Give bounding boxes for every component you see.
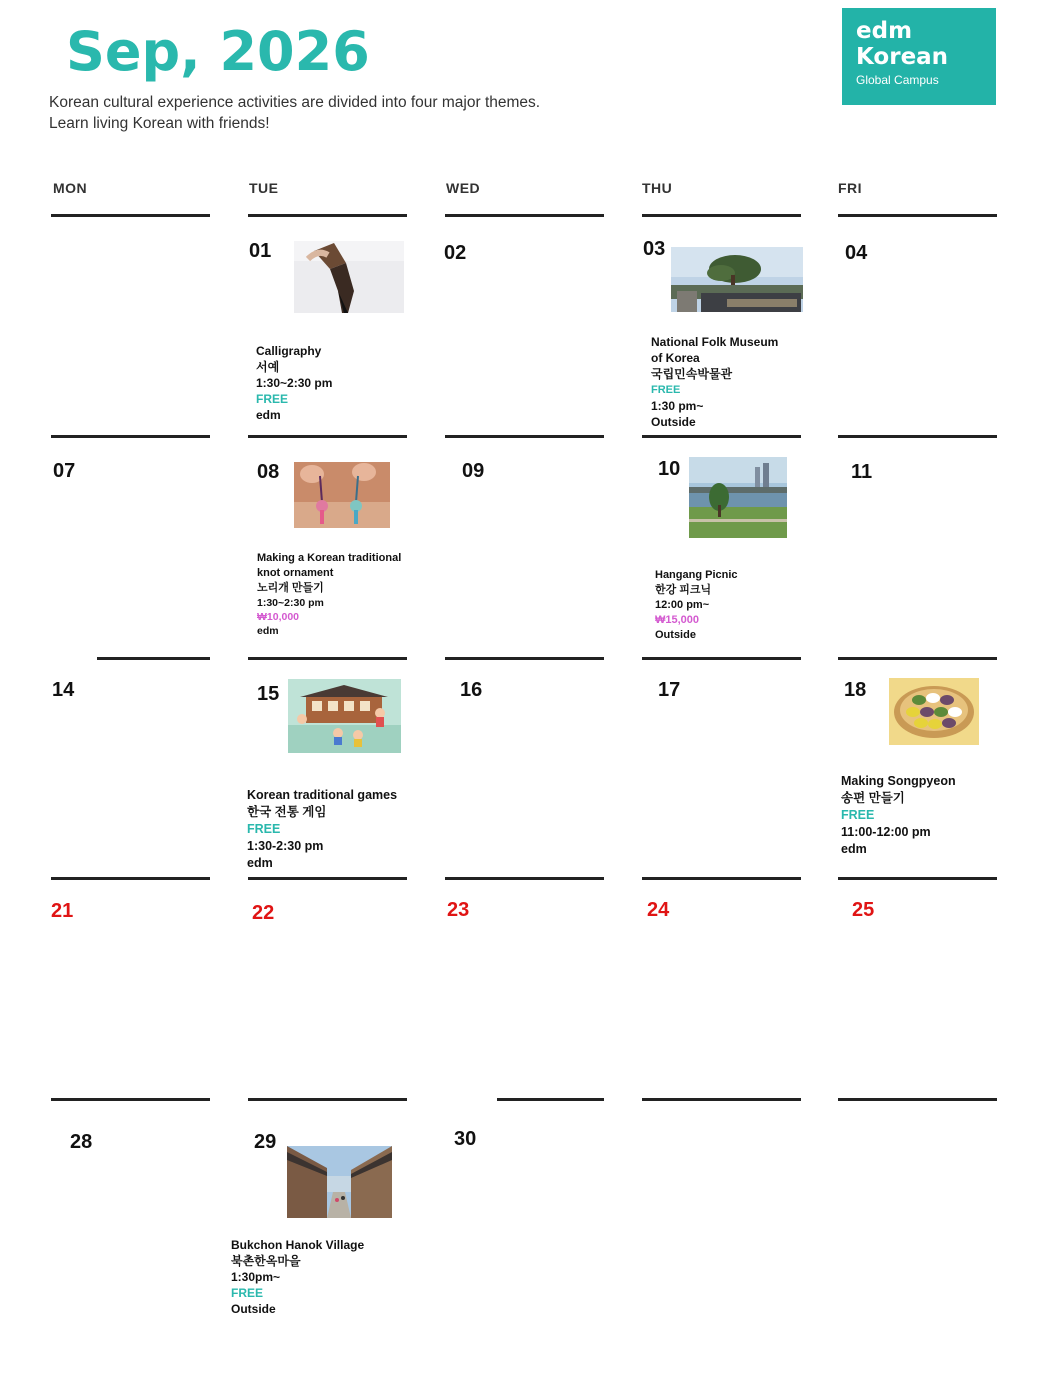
rule	[51, 214, 210, 217]
event-place: Outside	[231, 1302, 276, 1316]
day-number: 14	[52, 679, 75, 701]
event-name: knot ornament	[257, 567, 334, 579]
knot-ornament-photo	[294, 462, 390, 528]
calligraphy-photo	[294, 241, 404, 313]
event-name-ko: 북촌한옥마을	[231, 1254, 301, 1268]
day-number: 16	[460, 679, 483, 701]
rule	[248, 1098, 407, 1101]
songpyeon-photo	[889, 678, 979, 745]
event-name-ko: 송편 만들기	[841, 791, 905, 805]
rule	[838, 214, 997, 217]
day-number: 30	[454, 1128, 477, 1150]
event-name-ko: 한강 피크닉	[655, 584, 712, 596]
rule	[248, 877, 407, 880]
event-price: FREE	[247, 822, 281, 836]
rule	[642, 435, 801, 438]
weekday-mon: MON	[53, 180, 88, 196]
subtitle-line-2: Learn living Korean with friends!	[49, 115, 270, 132]
logo-line-3: Global Campus	[856, 73, 939, 87]
rule	[248, 214, 407, 217]
day-number: 17	[658, 679, 681, 701]
weekday-wed: WED	[446, 180, 481, 196]
event-hangang	[655, 568, 738, 643]
rule	[445, 214, 604, 217]
day-number-holiday: 21	[51, 900, 74, 922]
rule	[838, 435, 997, 438]
day-number: 09	[462, 460, 485, 482]
event-name-ko: 서예	[256, 360, 280, 374]
day-number: 08	[257, 461, 280, 483]
event-name: Hangang Picnic	[655, 569, 738, 581]
event-name: of Korea	[651, 351, 700, 365]
event-name-ko: 노리개 만들기	[257, 582, 324, 594]
event-folk-museum	[651, 334, 778, 430]
day-number: 11	[851, 461, 873, 483]
rule	[445, 877, 604, 880]
traditional-games-illustration	[288, 679, 401, 753]
rule	[497, 1098, 604, 1101]
event-price: ₩10,000	[257, 611, 300, 623]
rule	[445, 435, 604, 438]
day-number: 03	[643, 238, 666, 260]
weekday-fri: FRI	[838, 180, 863, 196]
event-name: Korean traditional games	[247, 788, 398, 802]
day-number: 28	[70, 1131, 93, 1153]
event-time: 1:30~2:30 pm	[256, 376, 333, 390]
event-time: 12:00 pm~	[655, 599, 710, 611]
event-price: FREE	[651, 384, 681, 396]
event-place: Outside	[651, 415, 696, 429]
event-place: edm	[256, 408, 281, 422]
day-number-holiday: 22	[252, 902, 275, 924]
day-number: 15	[257, 683, 280, 705]
event-price: FREE	[841, 808, 875, 822]
page-title: Sep, 2026	[66, 20, 370, 83]
event-calligraphy	[256, 343, 332, 423]
day-number-holiday: 24	[647, 899, 670, 921]
weekday-tue: TUE	[249, 180, 279, 196]
rule	[445, 657, 604, 660]
event-price: FREE	[256, 392, 289, 406]
event-place: edm	[247, 856, 273, 870]
day-number-holiday: 25	[852, 899, 875, 921]
bukchon-photo	[287, 1146, 392, 1218]
logo-notch	[976, 8, 996, 90]
day-number: 29	[254, 1131, 277, 1153]
event-time: 1:30pm~	[231, 1270, 281, 1284]
event-time: 11:00-12:00 pm	[841, 825, 931, 839]
rule	[642, 1098, 801, 1101]
event-time: 1:30 pm~	[651, 399, 704, 413]
rule	[248, 435, 407, 438]
event-place: edm	[257, 625, 279, 637]
event-name: Making Songpyeon	[841, 774, 956, 788]
day-number-holiday: 23	[447, 899, 470, 921]
event-bukchon	[231, 1237, 364, 1317]
event-name: Bukchon Hanok Village	[231, 1238, 365, 1252]
event-name: Calligraphy	[256, 344, 322, 358]
rule	[97, 657, 210, 660]
event-name: National Folk Museum	[651, 335, 779, 349]
event-name-ko: 한국 전통 게임	[247, 805, 327, 819]
rule	[838, 657, 997, 660]
rule	[51, 1098, 210, 1101]
rule	[642, 214, 801, 217]
hangang-photo	[689, 457, 787, 538]
rule	[838, 877, 997, 880]
event-name-ko: 국립민속박물관	[651, 367, 733, 381]
rule	[51, 435, 210, 438]
event-price: FREE	[231, 1286, 264, 1300]
rule	[642, 657, 801, 660]
event-knot	[257, 551, 401, 638]
day-number: 10	[658, 458, 681, 480]
event-songpyeon	[841, 773, 956, 858]
logo-line-1: edm	[856, 18, 913, 44]
logo-line-2: Korean	[856, 44, 949, 70]
weekday-thu: THU	[642, 180, 673, 196]
subtitle-line-1: Korean cultural experience activities are divided into four major themes.	[49, 94, 541, 111]
day-number: 18	[844, 679, 867, 701]
folk-museum-photo	[671, 247, 803, 312]
rule	[642, 877, 801, 880]
logo-notch-cut	[996, 0, 1016, 90]
day-number: 01	[249, 240, 272, 262]
event-time: 1:30-2:30 pm	[247, 839, 324, 853]
rule	[838, 1098, 997, 1101]
event-games	[247, 787, 397, 872]
page-subtitle	[49, 92, 540, 134]
event-price: ₩15,000	[655, 614, 700, 626]
rule	[248, 657, 407, 660]
event-place: Outside	[655, 629, 696, 641]
event-place: edm	[841, 842, 867, 856]
event-time: 1:30~2:30 pm	[257, 597, 324, 609]
day-number: 07	[53, 460, 76, 482]
event-name: Making a Korean traditional	[257, 552, 402, 564]
day-number: 04	[845, 242, 868, 264]
day-number: 02	[444, 242, 467, 264]
edm-korean-logo	[842, 8, 996, 105]
rule	[51, 877, 210, 880]
